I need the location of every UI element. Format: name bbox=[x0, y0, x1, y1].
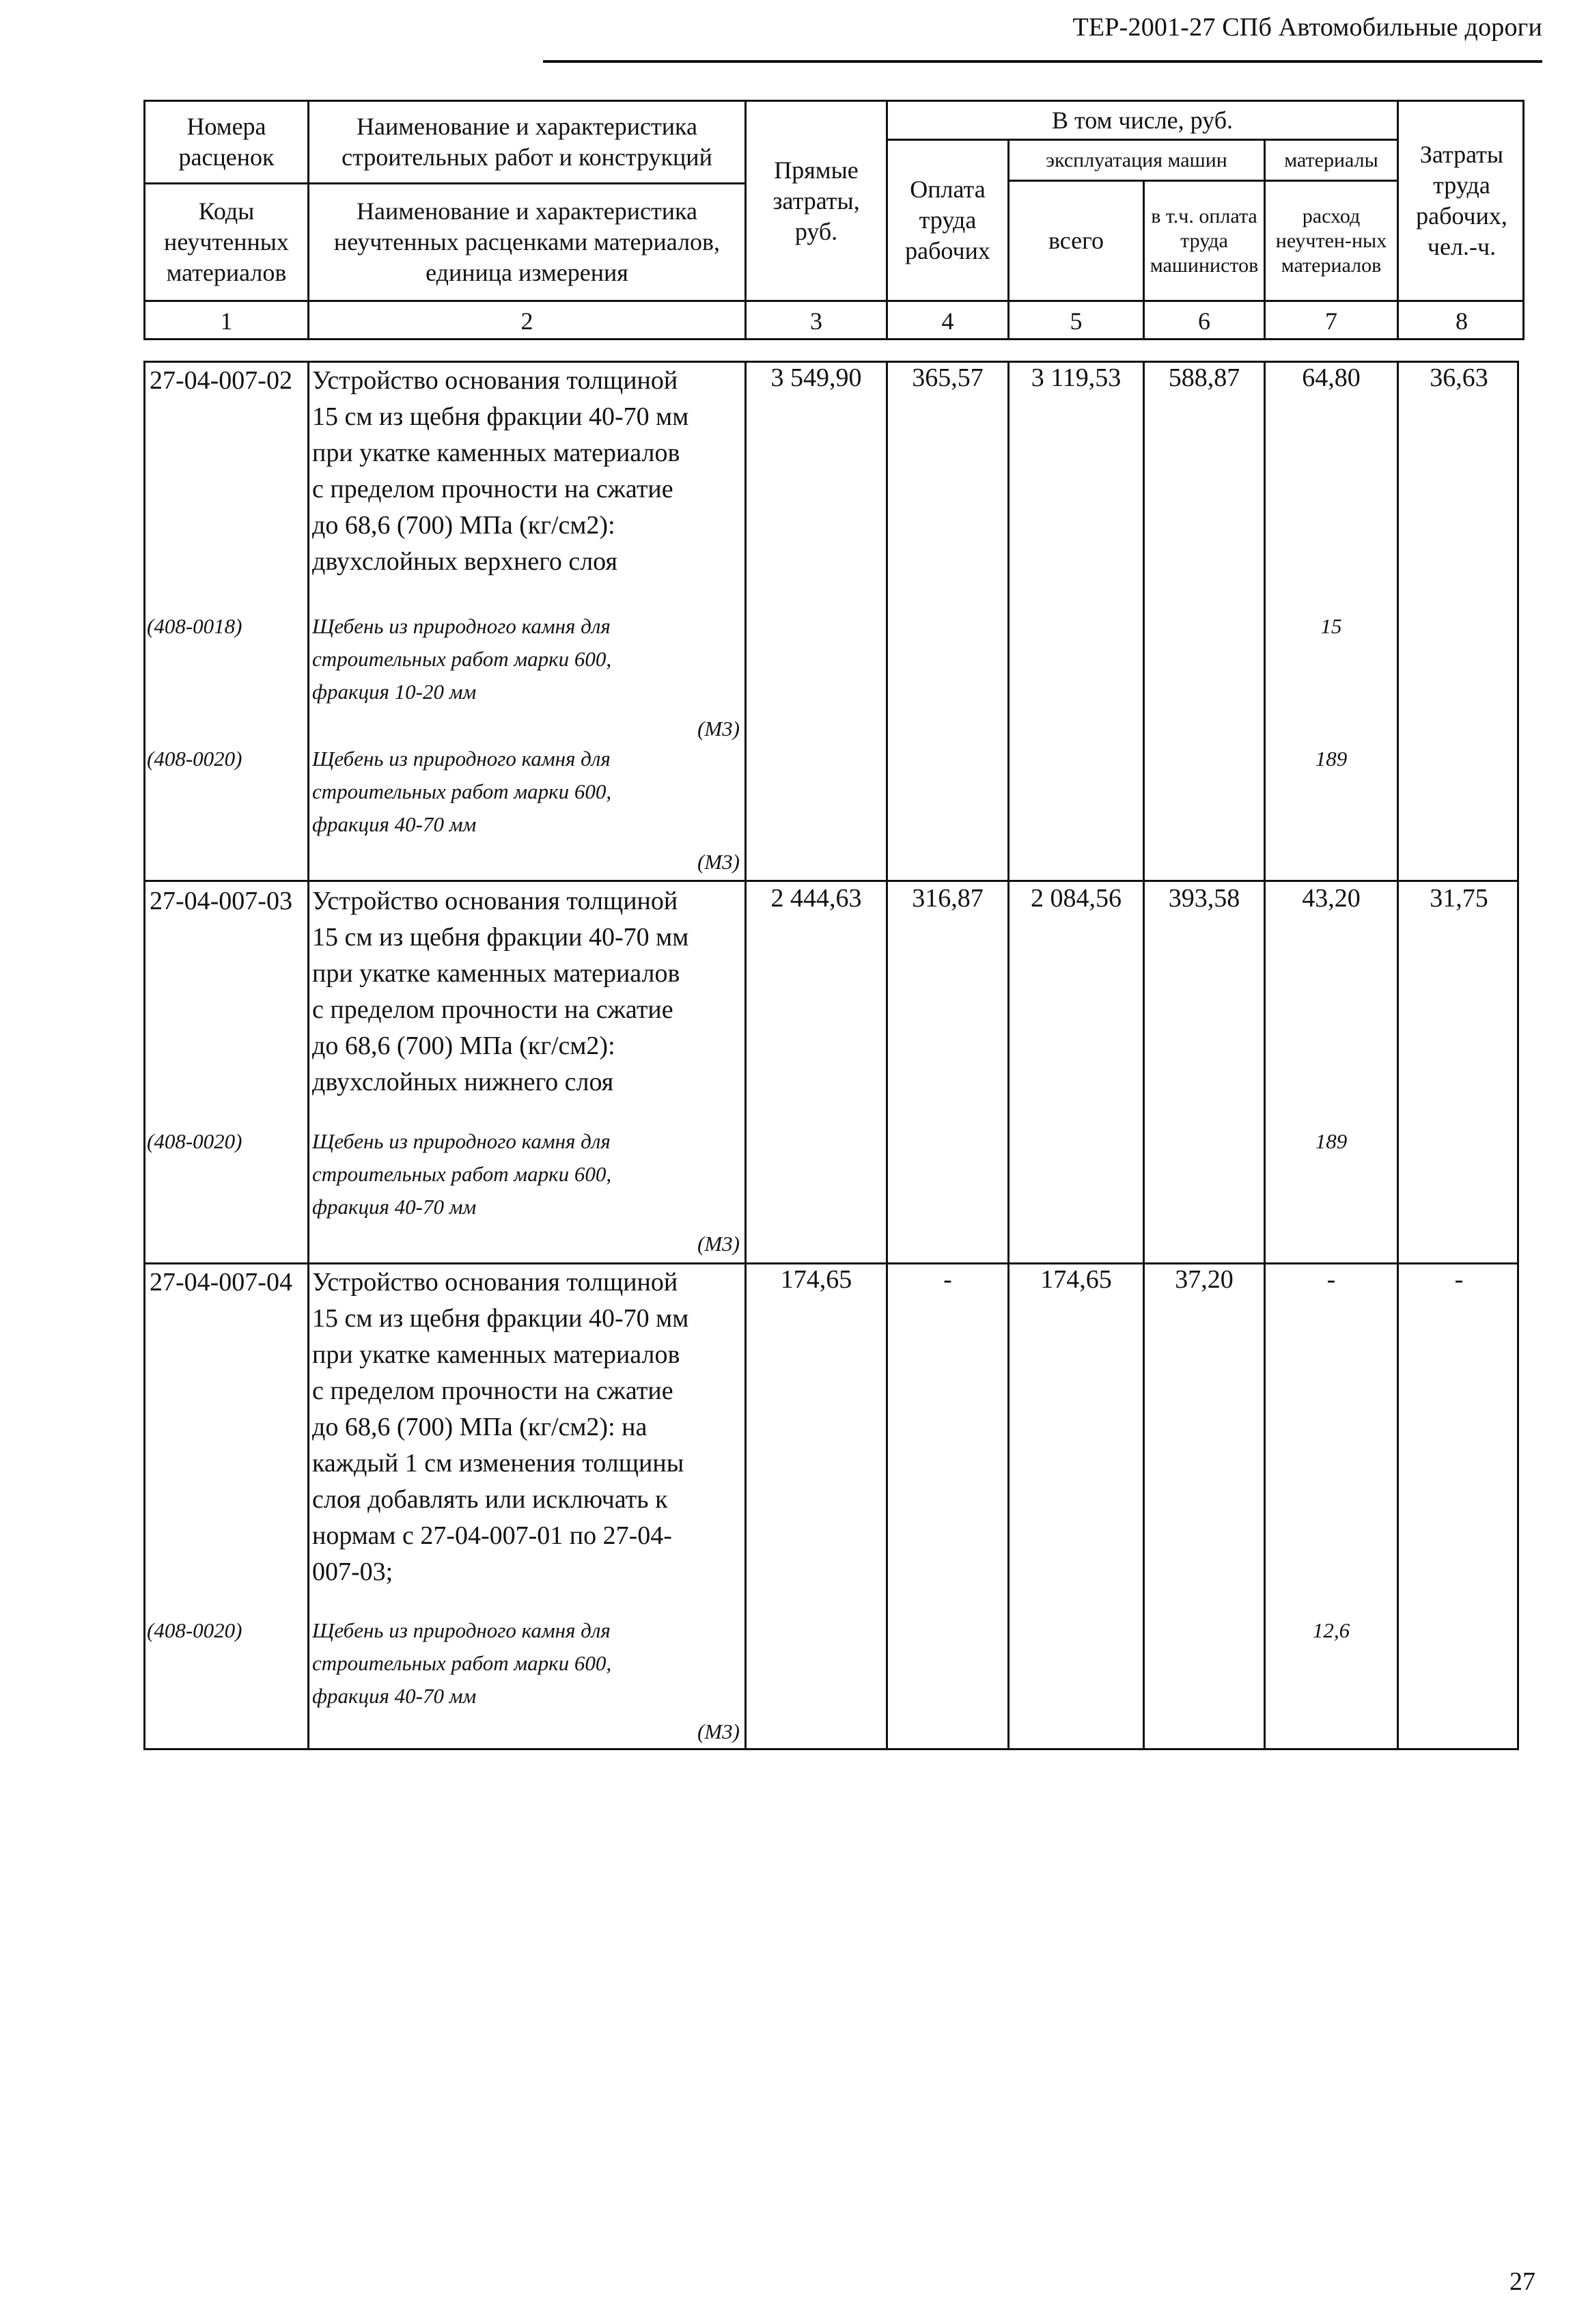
divider bbox=[886, 363, 888, 1750]
running-header: ТЕР-2001-27 СПб Автомобильные дороги bbox=[1072, 13, 1542, 42]
column-number: 3 bbox=[810, 307, 822, 335]
material-quantity: 189 bbox=[1315, 747, 1348, 771]
description-line: до 68,6 (700) МПа (кг/см2): bbox=[312, 511, 615, 540]
labor-pay: - bbox=[943, 1265, 952, 1294]
material-code: (408-0020) bbox=[147, 747, 242, 771]
material-name-line: Щебень из природного камня для bbox=[312, 1129, 611, 1153]
machinists-pay: 588,87 bbox=[1168, 363, 1240, 392]
machines-total: 3 119,53 bbox=[1031, 363, 1122, 392]
labor-hours: 36,63 bbox=[1430, 363, 1488, 392]
material-quantity: 15 bbox=[1320, 614, 1342, 638]
labor-pay: 316,87 bbox=[912, 884, 984, 913]
material-quantity: 189 bbox=[1315, 1129, 1348, 1153]
header-labor-pay: Оплата труда рабочих bbox=[905, 176, 990, 264]
material-code: (408-0020) bbox=[147, 1129, 242, 1153]
divider bbox=[1264, 363, 1266, 1750]
material-unit: (М3) bbox=[697, 1719, 740, 1743]
material-name-line: фракция 40-70 мм bbox=[312, 1195, 477, 1219]
material-name-line: Щебень из природного камня для bbox=[312, 614, 611, 638]
table-header bbox=[143, 100, 1525, 340]
description-line: до 68,6 (700) МПа (кг/см2): bbox=[312, 1032, 615, 1060]
machines-total: 174,65 bbox=[1040, 1265, 1112, 1294]
description-line: до 68,6 (700) МПа (кг/см2): на bbox=[312, 1413, 648, 1441]
description-line: с пределом прочности на сжатие bbox=[312, 475, 673, 503]
column-number: 2 bbox=[520, 307, 533, 335]
description-line: 15 см из щебня фракции 40-70 мм bbox=[312, 1304, 689, 1333]
material-unit: (М3) bbox=[697, 1232, 740, 1256]
material-name-line: Щебень из природного камня для bbox=[312, 747, 611, 771]
description-line: при укатке каменных материалов bbox=[312, 1340, 680, 1369]
divider bbox=[1397, 363, 1399, 1750]
header-including: В том числе, руб. bbox=[1051, 106, 1234, 134]
description-line: двухслойных нижнего слоя bbox=[312, 1068, 614, 1096]
divider bbox=[307, 363, 309, 1750]
description-line: при укатке каменных материалов bbox=[312, 439, 680, 467]
row-divider bbox=[145, 880, 1519, 882]
direct-costs: 174,65 bbox=[780, 1265, 852, 1294]
description-line: Устройство основания толщиной bbox=[312, 366, 678, 395]
header-material-codes: Коды неучтенных материалов bbox=[164, 197, 289, 286]
rate-code: 27-04-007-02 bbox=[150, 366, 292, 395]
material-name-line: фракция 40-70 мм bbox=[312, 812, 477, 836]
rate-code: 27-04-007-04 bbox=[150, 1268, 292, 1297]
header-direct-costs: Прямые затраты, руб. bbox=[772, 156, 860, 245]
column-number: 5 bbox=[1070, 307, 1083, 335]
column-number: 8 bbox=[1456, 307, 1468, 335]
description-line: 007-03; bbox=[312, 1558, 393, 1586]
material-quantity: 12,6 bbox=[1312, 1618, 1350, 1642]
column-number: 6 bbox=[1198, 307, 1210, 335]
machines-total: 2 084,56 bbox=[1031, 884, 1122, 913]
material-unit: (М3) bbox=[697, 850, 740, 874]
header-machinists-pay: в т.ч. оплата труда машинистов bbox=[1150, 204, 1259, 277]
table-body bbox=[143, 361, 1519, 1750]
machinists-pay: 393,58 bbox=[1168, 884, 1240, 913]
description-line: с пределом прочности на сжатие bbox=[312, 1377, 673, 1405]
header-rate-number: Номера расценок bbox=[178, 113, 275, 171]
header-materials: материалы bbox=[1284, 148, 1378, 171]
column-number: 7 bbox=[1325, 307, 1337, 335]
header-work-name: Наименование и характеристика строительных работ и конструкций bbox=[342, 113, 712, 171]
materials-cost: 43,20 bbox=[1302, 884, 1361, 913]
labor-pay: 365,57 bbox=[912, 363, 984, 392]
column-number: 1 bbox=[220, 307, 233, 335]
description-line: слоя добавлять или исключать к bbox=[312, 1485, 668, 1514]
direct-costs: 3 549,90 bbox=[770, 363, 862, 392]
divider bbox=[744, 363, 747, 1750]
material-name-line: Щебень из природного камня для bbox=[312, 1618, 611, 1642]
description-line: двухслойных верхнего слоя bbox=[312, 547, 617, 576]
material-name-line: строительных работ марки 600, bbox=[312, 779, 612, 803]
material-code: (408-0018) bbox=[147, 614, 242, 638]
description-line: каждый 1 см изменения толщины bbox=[312, 1449, 684, 1478]
header-labor-hours: Затраты труда рабочих, чел.-ч. bbox=[1416, 141, 1507, 260]
description-line: нормам с 27-04-007-01 по 27-04- bbox=[312, 1521, 672, 1550]
description-line: при укатке каменных материалов bbox=[312, 959, 680, 988]
header-machines-total: всего bbox=[1048, 227, 1104, 254]
labor-hours: 31,75 bbox=[1430, 884, 1488, 913]
material-name-line: строительных работ марки 600, bbox=[312, 647, 612, 671]
direct-costs: 2 444,63 bbox=[770, 884, 862, 913]
labor-hours: - bbox=[1454, 1265, 1464, 1294]
material-name-line: строительных работ марки 600, bbox=[312, 1162, 612, 1186]
description-line: 15 см из щебня фракции 40-70 мм bbox=[312, 402, 689, 431]
material-code: (408-0020) bbox=[147, 1618, 242, 1642]
description-line: Устройство основания толщиной bbox=[312, 887, 678, 915]
header-material-name: Наименование и характеристика неучтенных расценками материалов, единица измерения bbox=[333, 197, 721, 286]
header-rule bbox=[543, 60, 1542, 63]
divider bbox=[1007, 363, 1010, 1750]
page-number: 27 bbox=[1509, 2267, 1535, 2296]
header-materials-usage: расход неучтен-ных материалов bbox=[1275, 204, 1387, 277]
material-unit: (М3) bbox=[697, 717, 740, 741]
materials-cost: 64,80 bbox=[1302, 363, 1361, 392]
description-line: с пределом прочности на сжатие bbox=[312, 995, 673, 1024]
rate-code: 27-04-007-03 bbox=[150, 887, 292, 915]
material-name-line: фракция 40-70 мм bbox=[312, 1684, 477, 1708]
description-line: Устройство основания толщиной bbox=[312, 1268, 678, 1297]
machinists-pay: 37,20 bbox=[1175, 1265, 1234, 1294]
material-name-line: строительных работ марки 600, bbox=[312, 1651, 612, 1675]
divider bbox=[1143, 363, 1145, 1750]
column-number: 4 bbox=[941, 307, 954, 335]
description-line: 15 см из щебня фракции 40-70 мм bbox=[312, 923, 689, 952]
materials-cost: - bbox=[1326, 1265, 1336, 1294]
material-name-line: фракция 10-20 мм bbox=[312, 680, 477, 704]
header-machines: эксплуатация машин bbox=[1046, 148, 1227, 171]
